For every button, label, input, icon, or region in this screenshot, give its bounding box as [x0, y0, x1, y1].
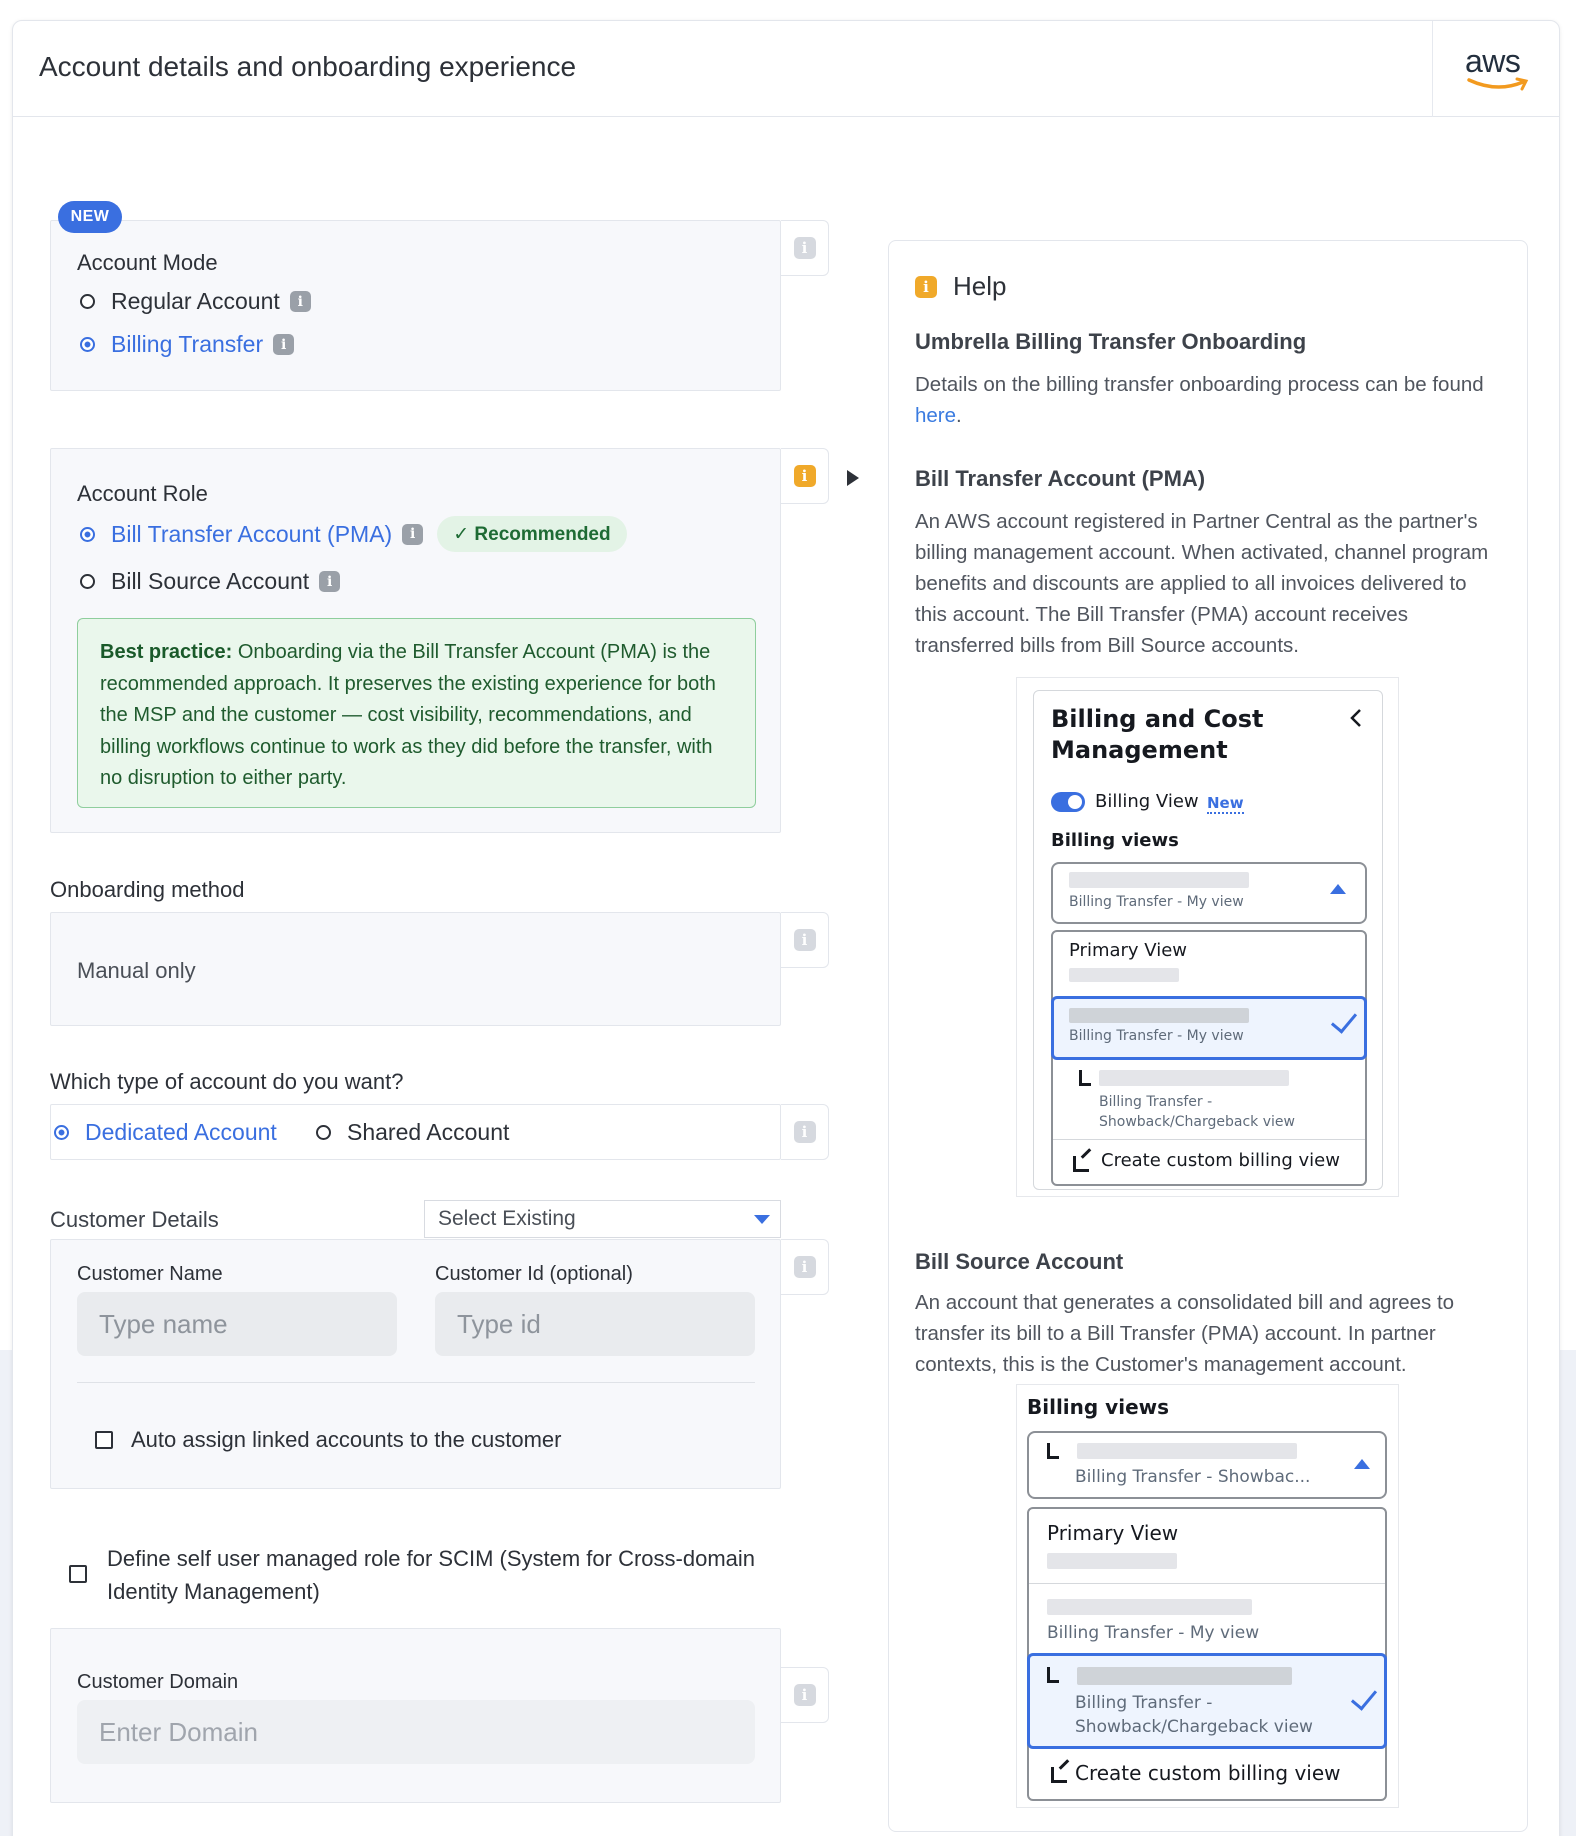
help-title: [915, 271, 1006, 302]
onboarding-info-tab[interactable]: [781, 912, 829, 968]
header: [13, 21, 1560, 117]
mock-title: [1051, 704, 1264, 766]
best-practice-callout: [77, 618, 756, 808]
radio-label: Bill Transfer Account (PMA): [111, 520, 393, 547]
help-text: Details on the billing transfer onboarding process can be found: [915, 373, 1484, 396]
customer-id-input[interactable]: [435, 1292, 755, 1356]
radio-icon: [316, 1125, 331, 1140]
onboarding-method-label: Onboarding method: [50, 877, 245, 902]
redacted-text: [1077, 1667, 1292, 1685]
auto-assign-checkbox[interactable]: [95, 1431, 113, 1449]
customer-domain-label: Customer Domain: [77, 1671, 239, 1693]
radio-label: Bill Source Account: [111, 568, 310, 594]
mock-title-line: Management: [1051, 736, 1228, 764]
customer-select[interactable]: [424, 1200, 781, 1238]
help-section-text: Details on the billing transfer onboarding process can be found here.: [915, 373, 1484, 427]
mock-divider: [1053, 1139, 1365, 1140]
aws-logo-text: aws: [1465, 43, 1521, 79]
info-icon: i: [794, 237, 816, 259]
expand-arrow-icon[interactable]: [846, 469, 860, 487]
radio-label: Dedicated Account: [85, 1119, 277, 1145]
child-indent-icon: [1079, 1070, 1091, 1086]
mock-toggle-label: Billing View: [1095, 791, 1199, 812]
info-icon[interactable]: i: [402, 524, 423, 545]
chevron-left-icon: [1349, 708, 1363, 728]
mock-item-sub: Billing Transfer - My view: [1047, 1623, 1260, 1643]
info-icon[interactable]: i: [273, 334, 294, 355]
chevron-down-icon: [754, 1215, 770, 1224]
radio-icon: [80, 294, 95, 309]
domain-info-tab[interactable]: [781, 1667, 829, 1723]
customer-name-label: Customer Name: [77, 1263, 223, 1285]
radio-label: Billing Transfer: [111, 331, 264, 357]
help-panel: [888, 240, 1528, 1832]
info-icon: i: [794, 1256, 816, 1278]
account-role-label: Account Role: [77, 481, 208, 506]
info-icon: i: [794, 1684, 816, 1706]
mock-divider: [1029, 1583, 1385, 1584]
mock-primary-view: Primary View: [1069, 940, 1187, 961]
mock-select-sub: Billing Transfer - Showbac...: [1075, 1467, 1311, 1487]
redacted-text: [1069, 968, 1179, 982]
mock-child-sub-line: Billing Transfer -: [1099, 1094, 1213, 1110]
radio-bill-transfer-account[interactable]: [80, 516, 627, 552]
aws-smile-icon: [1467, 77, 1531, 91]
radio-selected-icon: [80, 337, 95, 352]
info-icon: i: [915, 276, 937, 298]
best-practice-text: Onboarding via the Bill Transfer Account (PMA) is the recommended approach. It preserves the existing experience for both the MSP and the customer — cost visibility, recommendations, and billing workflows continue to work as they did before the transfer, with no disruption to either party.: [100, 641, 716, 789]
help-here-link[interactable]: here: [915, 404, 957, 427]
customer-domain-input[interactable]: [77, 1700, 755, 1764]
external-link-icon: [1051, 1767, 1067, 1783]
radio-regular-account[interactable]: [80, 288, 311, 315]
mock-child-sub-line: Showback/Chargeback view: [1099, 1114, 1295, 1130]
child-indent-icon: [1047, 1667, 1059, 1683]
help-title-text: Help: [953, 271, 1007, 301]
help-section-text: An AWS account registered in Partner Central as the partner's billing management account. When activated, channel program benefits and discounts are applied to all invoices delivered to this account. The Bill Transfer (PMA) account receives transferred bills from Bill Source accounts.: [915, 510, 1489, 657]
aws-logo: [1465, 43, 1535, 93]
mock-create-link: Create custom billing view: [1075, 1761, 1341, 1785]
mock-select-sub: Billing Transfer - My view: [1069, 894, 1244, 910]
redacted-text: [1047, 1553, 1177, 1569]
mock-child-sub: [1075, 1691, 1313, 1739]
customer-details-label: Customer Details: [50, 1207, 219, 1232]
info-icon: i: [794, 929, 816, 951]
info-icon: i: [794, 465, 816, 487]
account-type-label: Which type of account do you want?: [50, 1069, 404, 1094]
radio-billing-transfer[interactable]: [80, 331, 294, 358]
recommended-badge: ✓ Recommended: [437, 516, 626, 552]
radio-icon: [80, 574, 95, 589]
redacted-text: [1069, 1008, 1249, 1023]
radio-selected-icon: [54, 1125, 69, 1140]
toggle-icon: [1051, 792, 1085, 812]
account-type-info-tab[interactable]: [781, 1104, 829, 1160]
account-role-info-tab[interactable]: [781, 448, 829, 504]
customer-info-tab[interactable]: [781, 1239, 829, 1295]
caret-up-icon: [1330, 884, 1346, 894]
auto-assign-label: Auto assign linked accounts to the customer: [131, 1427, 562, 1452]
mock-views-label: Billing views: [1027, 1395, 1170, 1419]
redacted-text: [1069, 872, 1249, 888]
radio-selected-icon: [80, 527, 95, 542]
mock-item-sub: Billing Transfer - My view: [1069, 1028, 1244, 1044]
page-title: Account details and onboarding experience: [39, 51, 577, 82]
info-icon[interactable]: i: [319, 571, 340, 592]
mock-create-link: Create custom billing view: [1101, 1150, 1340, 1171]
mock-new-tag: New: [1207, 794, 1244, 812]
account-mode-info-tab[interactable]: [781, 220, 829, 276]
scim-checkbox[interactable]: [69, 1565, 87, 1583]
radio-label: Regular Account: [111, 288, 280, 314]
redacted-text: [1099, 1070, 1289, 1086]
billing-console-screenshot-1: [1016, 677, 1399, 1197]
mock-child-sub: [1099, 1092, 1295, 1132]
radio-shared-account[interactable]: [316, 1119, 509, 1146]
customer-select-value: Select Existing: [438, 1207, 576, 1230]
external-link-icon: [1073, 1156, 1089, 1172]
help-section-title: Bill Transfer Account (PMA): [915, 466, 1206, 491]
account-mode-label: Account Mode: [77, 250, 218, 275]
customer-name-input[interactable]: [77, 1292, 397, 1356]
child-indent-icon: [1047, 1443, 1059, 1459]
info-icon[interactable]: i: [290, 291, 311, 312]
radio-dedicated-account[interactable]: [54, 1119, 277, 1146]
mock-child-sub-line: Billing Transfer -: [1075, 1693, 1213, 1713]
info-icon: i: [794, 1121, 816, 1143]
customer-id-placeholder: Type id: [457, 1308, 541, 1339]
help-section-text: An account that generates a consolidated bill and agrees to transfer its bill to a Bill Transfer (PMA) account. In partner contexts, this is the Customer's management account.: [915, 1291, 1455, 1376]
scim-label: Define self user managed role for SCIM (System for Cross-domain Identity Management): [107, 1546, 756, 1604]
divider: [77, 1382, 755, 1383]
redacted-text: [1077, 1443, 1297, 1459]
customer-domain-placeholder: Enter Domain: [99, 1716, 258, 1747]
auto-assign-checkbox-row[interactable]: [95, 1427, 561, 1453]
radio-bill-source-account[interactable]: [80, 568, 340, 595]
help-section-title: Umbrella Billing Transfer Onboarding: [915, 329, 1307, 354]
customer-id-label: Customer Id (optional): [435, 1263, 633, 1285]
mock-select: [1027, 1431, 1387, 1499]
best-practice-title: Best practice:: [100, 641, 233, 663]
mock-child-sub-line: Showback/Chargeback view: [1075, 1717, 1313, 1737]
customer-name-placeholder: Type name: [99, 1308, 228, 1339]
header-separator: [1432, 21, 1433, 117]
mock-primary-view: Primary View: [1047, 1521, 1179, 1545]
radio-label: Shared Account: [347, 1119, 510, 1145]
help-section-title: Bill Source Account: [915, 1249, 1124, 1274]
caret-up-icon: [1354, 1459, 1370, 1469]
mock-views-label: Billing views: [1051, 830, 1179, 851]
billing-console-screenshot-2: [1016, 1384, 1399, 1808]
new-badge: NEW: [58, 201, 122, 233]
redacted-text: [1047, 1599, 1252, 1615]
onboarding-method-value: Manual only: [77, 958, 196, 983]
mock-title-line: Billing and Cost: [1051, 705, 1264, 733]
